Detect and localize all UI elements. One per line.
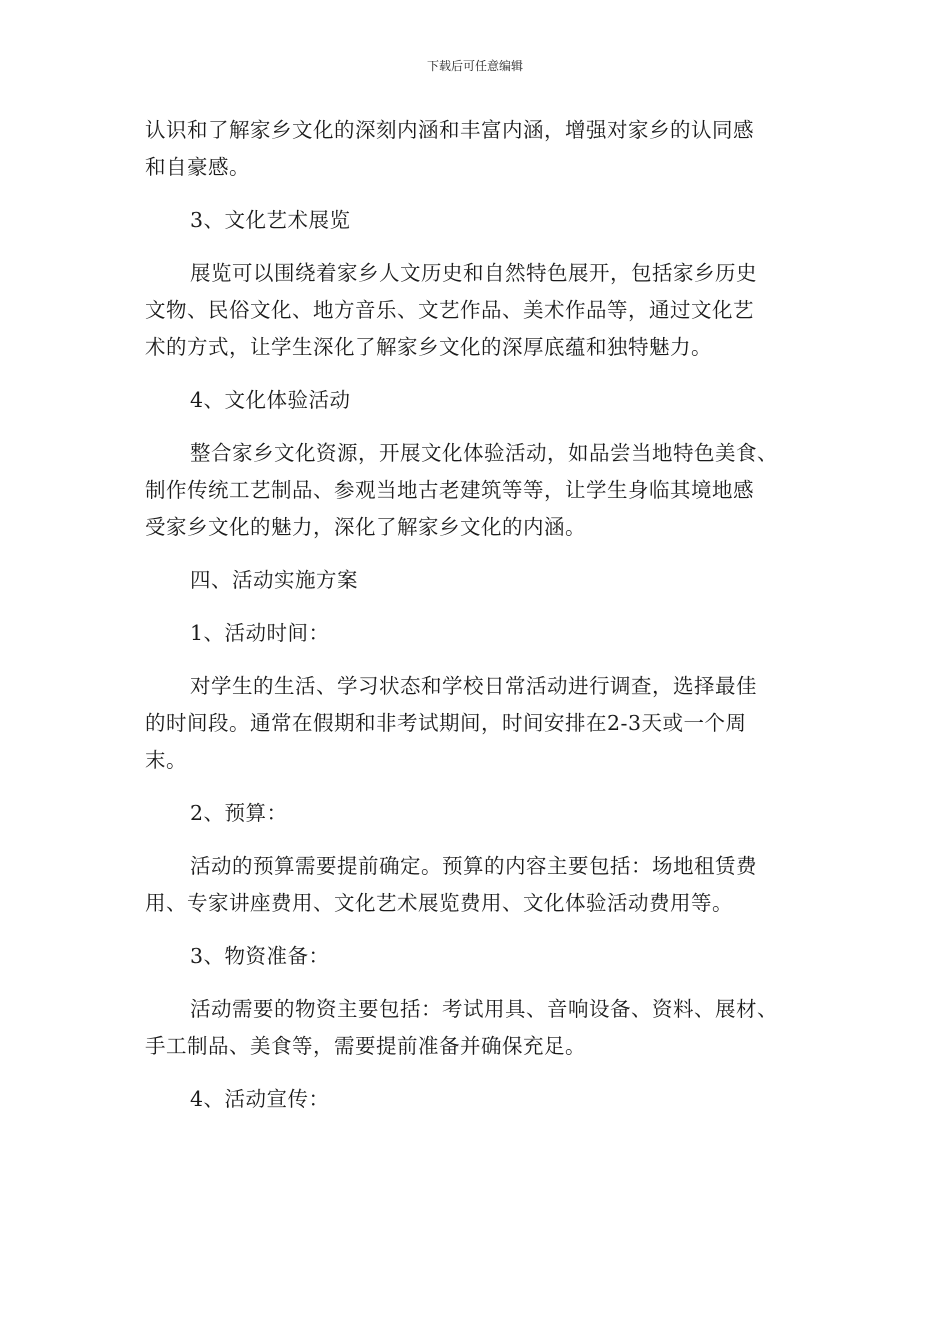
text-line: 末。 (145, 748, 187, 772)
text-line: 用、专家讲座费用、文化艺术展览费用、文化体验活动费用等。 (145, 891, 733, 915)
text-line: 整合家乡文化资源，开展文化体验活动，如品尝当地特色美食、 (190, 441, 778, 465)
text-line: 活动需要的物资主要包括：考试用具、音响设备、资料、展材、 (190, 997, 778, 1021)
paragraph-activity-time (145, 668, 805, 779)
text-line: 术的方式，让学生深化了解家乡文化的深厚底蕴和独特魅力。 (145, 335, 712, 359)
heading-publicity (145, 1081, 805, 1118)
heading-culture-art-exhibition (145, 202, 805, 239)
paragraph-materials (145, 991, 805, 1065)
heading-activity-time (145, 615, 805, 652)
text-line: 4、文化体验活动 (190, 388, 351, 412)
text-line: 手工制品、美食等，需要提前准备并确保充足。 (145, 1034, 586, 1058)
heading-implementation-plan (145, 562, 805, 599)
text-line: 的时间段。通常在假期和非考试期间，时间安排在2-3天或一个周 (145, 711, 747, 735)
text-line: 1、活动时间： (190, 621, 330, 645)
text-line: 4、活动宣传： (190, 1087, 330, 1111)
text-line: 3、文化艺术展览 (190, 208, 351, 232)
heading-culture-experience (145, 382, 805, 419)
text-line: 认识和了解家乡文化的深刻内涵和丰富内涵，增强对家乡的认同感 (145, 118, 754, 142)
text-line: 制作传统工艺制品、参观当地古老建筑等等，让学生身临其境地感 (145, 478, 754, 502)
heading-budget (145, 795, 805, 832)
text-line: 文物、民俗文化、地方音乐、文艺作品、美术作品等，通过文化艺 (145, 298, 754, 322)
text-line: 受家乡文化的魅力，深化了解家乡文化的内涵。 (145, 515, 586, 539)
text-line: 3、物资准备： (190, 944, 330, 968)
paragraph-exhibition (145, 255, 805, 366)
text-line: 对学生的生活、学习状态和学校日常活动进行调查，选择最佳 (190, 674, 757, 698)
text-line: 活动的预算需要提前确定。预算的内容主要包括：场地租赁费 (190, 854, 757, 878)
text-line: 四、活动实施方案 (190, 568, 358, 592)
text-line: 和自豪感。 (145, 155, 250, 179)
paragraph-budget (145, 848, 805, 922)
paragraph-intro-continuation (145, 112, 805, 186)
document-body (145, 112, 805, 1134)
text-line: 展览可以围绕着家乡人文历史和自然特色展开，包括家乡历史 (190, 261, 757, 285)
page-header: 下载后可任意编辑 (426, 59, 523, 73)
heading-materials (145, 938, 805, 975)
text-line: 2、预算： (190, 801, 288, 825)
paragraph-experience (145, 435, 805, 546)
